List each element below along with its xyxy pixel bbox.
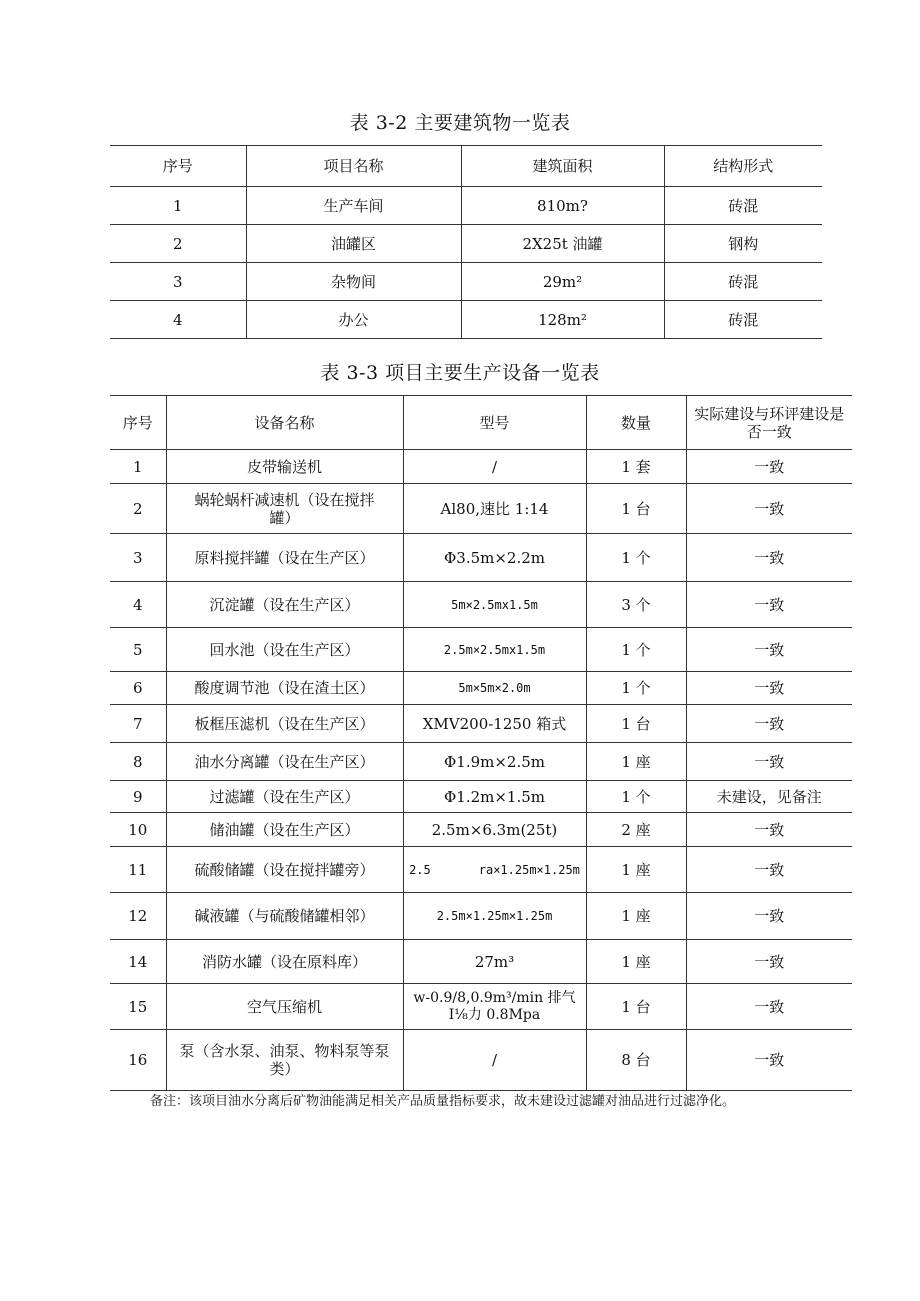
- cell-quantity: 1 套: [586, 450, 686, 484]
- cell-area: 2X25t 油罐: [461, 225, 664, 263]
- cell-consistency: 一致: [686, 705, 852, 743]
- cell-quantity: 1 个: [586, 781, 686, 813]
- cell-quantity: 1 台: [586, 484, 686, 534]
- cell-equipment: 板框压滤机（设在生产区）: [166, 705, 403, 743]
- cell-equipment: 消防水罐（设在原料库）: [166, 940, 403, 984]
- table-row: [110, 672, 852, 705]
- cell-index: 15: [110, 984, 166, 1030]
- cell-model: XMV200-1250 箱式: [403, 705, 586, 743]
- cell-index: 8: [110, 743, 166, 781]
- cell-index: 9: [110, 781, 166, 813]
- cell-consistency: 一致: [686, 984, 852, 1030]
- table-row: [110, 582, 852, 628]
- cell-equipment: 油水分离罐（设在生产区）: [166, 743, 403, 781]
- table-row: [110, 225, 822, 263]
- cell-model: 5m×5m×2.0m: [403, 672, 586, 705]
- table-row: [110, 813, 852, 847]
- cell-index: 16: [110, 1030, 166, 1091]
- cell-area: 128m²: [461, 301, 664, 339]
- cell-structure: 砖混: [664, 187, 822, 225]
- cell-model: 27m³: [403, 940, 586, 984]
- table-row: [110, 847, 852, 893]
- table-row: [110, 484, 852, 534]
- cell-model: /: [403, 1030, 586, 1091]
- col-header-structure: 结构形式: [664, 146, 822, 187]
- table-header-row: [110, 146, 822, 187]
- cell-model: 2.5m×2.5mx1.5m: [403, 628, 586, 672]
- cell-name: 生产车间: [246, 187, 461, 225]
- cell-quantity: 1 台: [586, 984, 686, 1030]
- col-header-consistency: 实际建设与环评建设是否一致: [686, 396, 852, 450]
- cell-model: /: [403, 450, 586, 484]
- cell-equipment: 过滤罐（设在生产区）: [166, 781, 403, 813]
- remark-note: 备注：该项目油水分离后矿物油能满足相关产品质量指标要求，故未建设过滤罐对油品进行过滤净化。: [150, 1094, 736, 1109]
- cell-equipment: 沉淀罐（设在生产区）: [166, 582, 403, 628]
- cell-index: 1: [110, 187, 246, 225]
- table-row: [110, 534, 852, 582]
- cell-index: 5: [110, 628, 166, 672]
- cell-quantity: 1 个: [586, 628, 686, 672]
- table-row: [110, 893, 852, 940]
- cell-equipment: 蜗轮蜗杆减速机（设在搅拌罐）: [166, 484, 403, 534]
- col-header-index: 序号: [110, 396, 166, 450]
- cell-index: 14: [110, 940, 166, 984]
- cell-name: 办公: [246, 301, 461, 339]
- cell-model: 2.5m×6.3m(25t): [403, 813, 586, 847]
- cell-model: 5m×2.5mx1.5m: [403, 582, 586, 628]
- table-row: [110, 984, 852, 1030]
- cell-index: 3: [110, 263, 246, 301]
- buildings-table: [110, 145, 822, 339]
- cell-consistency: 一致: [686, 628, 852, 672]
- cell-model: w-0.9/8,0.9m³/min 排气 I⅛力 0.8Mpa: [403, 984, 586, 1030]
- cell-model: 2.5m×1.25m×1.25m: [403, 893, 586, 940]
- cell-equipment: 硫酸储罐（设在搅拌罐旁）: [166, 847, 403, 893]
- cell-quantity: 2 座: [586, 813, 686, 847]
- cell-consistency: 一致: [686, 743, 852, 781]
- cell-consistency: 一致: [686, 940, 852, 984]
- cell-index: 6: [110, 672, 166, 705]
- table-row: [110, 1030, 852, 1091]
- cell-index: 10: [110, 813, 166, 847]
- cell-consistency: 一致: [686, 893, 852, 940]
- cell-consistency: 一致: [686, 1030, 852, 1091]
- cell-equipment: 皮带输送机: [166, 450, 403, 484]
- cell-structure: 钢构: [664, 225, 822, 263]
- cell-equipment: 泵（含水泵、油泵、物料泵等泵类）: [166, 1030, 403, 1091]
- table-row: [110, 301, 822, 339]
- cell-equipment: 回水池（设在生产区）: [166, 628, 403, 672]
- cell-model: Al80,速比 1:14: [403, 484, 586, 534]
- table-row: [110, 628, 852, 672]
- table-row: [110, 187, 822, 225]
- table-3-3-title: 表 3-3 项目主要生产设备一览表: [320, 362, 600, 384]
- cell-equipment: 酸度调节池（设在渣土区）: [166, 672, 403, 705]
- cell-equipment: 原料搅拌罐（设在生产区）: [166, 534, 403, 582]
- cell-consistency: 一致: [686, 484, 852, 534]
- cell-model: 2.5 ra×1.25m×1.25m: [403, 847, 586, 893]
- cell-index: 4: [110, 582, 166, 628]
- cell-index: 4: [110, 301, 246, 339]
- cell-consistency: 一致: [686, 672, 852, 705]
- cell-consistency: 一致: [686, 813, 852, 847]
- cell-quantity: 1 座: [586, 940, 686, 984]
- col-header-quantity: 数量: [586, 396, 686, 450]
- cell-model: Φ3.5m×2.2m: [403, 534, 586, 582]
- cell-quantity: 1 个: [586, 672, 686, 705]
- cell-quantity: 1 座: [586, 893, 686, 940]
- cell-index: 12: [110, 893, 166, 940]
- equipment-table: [110, 395, 852, 1091]
- cell-consistency: 一致: [686, 534, 852, 582]
- table-row: [110, 743, 852, 781]
- table-row: [110, 450, 852, 484]
- col-header-equipment: 设备名称: [166, 396, 403, 450]
- cell-consistency: 一致: [686, 450, 852, 484]
- table-row: [110, 263, 822, 301]
- cell-structure: 砖混: [664, 263, 822, 301]
- table-row: [110, 705, 852, 743]
- table-row: [110, 940, 852, 984]
- cell-quantity: 1 座: [586, 847, 686, 893]
- cell-structure: 砖混: [664, 301, 822, 339]
- cell-index: 11: [110, 847, 166, 893]
- cell-consistency: 未建设，见备注: [686, 781, 852, 813]
- cell-consistency: 一致: [686, 582, 852, 628]
- cell-area: 29m²: [461, 263, 664, 301]
- cell-quantity: 1 座: [586, 743, 686, 781]
- cell-quantity: 1 个: [586, 534, 686, 582]
- cell-equipment: 储油罐（设在生产区）: [166, 813, 403, 847]
- cell-quantity: 8 台: [586, 1030, 686, 1091]
- col-header-model: 型号: [403, 396, 586, 450]
- table-header-row: [110, 396, 852, 450]
- cell-quantity: 3 个: [586, 582, 686, 628]
- col-header-area: 建筑面积: [461, 146, 664, 187]
- cell-index: 3: [110, 534, 166, 582]
- cell-equipment: 空气压缩机: [166, 984, 403, 1030]
- table-row: [110, 781, 852, 813]
- cell-area: 810m?: [461, 187, 664, 225]
- cell-name: 油罐区: [246, 225, 461, 263]
- cell-index: 2: [110, 225, 246, 263]
- cell-index: 2: [110, 484, 166, 534]
- cell-consistency: 一致: [686, 847, 852, 893]
- col-header-index: 序号: [110, 146, 246, 187]
- cell-equipment: 碱液罐（与硫酸储罐相邻）: [166, 893, 403, 940]
- cell-model: Φ1.9m×2.5m: [403, 743, 586, 781]
- cell-index: 1: [110, 450, 166, 484]
- cell-quantity: 1 台: [586, 705, 686, 743]
- table-3-2-title: 表 3-2 主要建筑物一览表: [349, 112, 571, 134]
- cell-index: 7: [110, 705, 166, 743]
- cell-model: Φ1.2m×1.5m: [403, 781, 586, 813]
- cell-name: 杂物间: [246, 263, 461, 301]
- col-header-name: 项目名称: [246, 146, 461, 187]
